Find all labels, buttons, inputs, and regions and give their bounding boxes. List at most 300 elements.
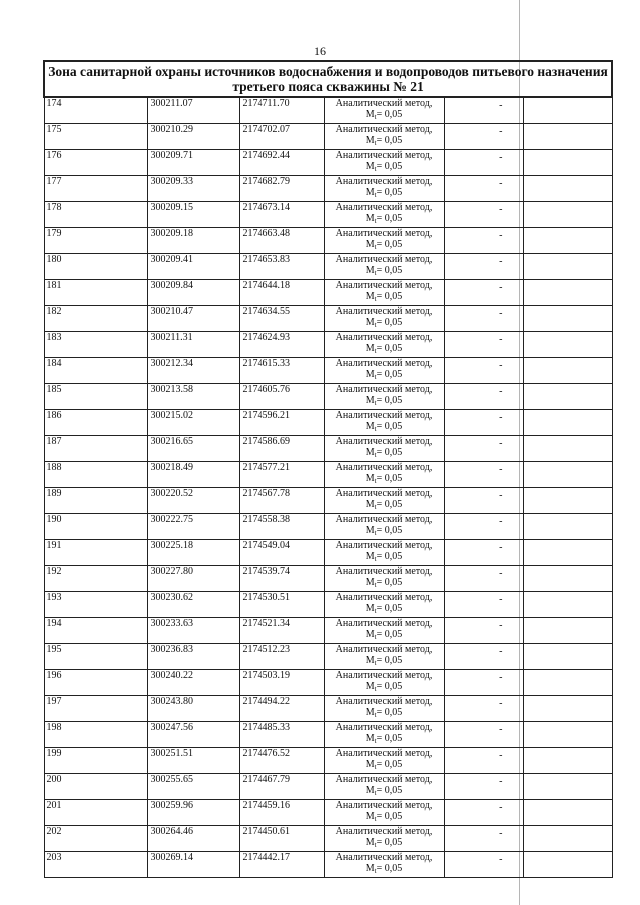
x-coordinate-cell: 300216.65 — [147, 436, 239, 462]
method-subscript: t — [374, 425, 377, 433]
method-cell — [324, 228, 444, 254]
point-number-cell: 178 — [44, 202, 147, 228]
point-number-cell: 184 — [44, 358, 147, 384]
point-number-cell: 180 — [44, 254, 147, 280]
method-symbol: M — [365, 187, 375, 198]
method-label: Аналитический метод, — [335, 852, 433, 863]
accuracy-cell — [444, 280, 523, 306]
method-label: Аналитический метод, — [335, 384, 433, 395]
method-value: = 0,05 — [376, 395, 403, 406]
y-coordinate-cell: 2174442.17 — [239, 852, 324, 878]
method-value: = 0,05 — [376, 291, 403, 302]
point-number-cell: 199 — [44, 748, 147, 774]
method-symbol: M — [365, 551, 375, 562]
point-number-cell: 203 — [44, 852, 147, 878]
method-symbol: M — [365, 707, 375, 718]
method-cell — [324, 202, 444, 228]
method-label: Аналитический метод, — [335, 514, 433, 525]
method-cell — [324, 852, 444, 878]
method-cell — [324, 800, 444, 826]
x-coordinate-cell: 300211.31 — [147, 332, 239, 358]
method-symbol: M — [365, 265, 375, 276]
accuracy-cell — [444, 826, 523, 852]
method-value: = 0,05 — [376, 577, 403, 588]
accuracy-cell — [444, 462, 523, 488]
accuracy-cell — [444, 97, 523, 124]
table-row — [44, 592, 612, 618]
table-title: Зона санитарной охраны источников водоснабжения и водопроводов питьевого назначения третьего пояса скважины № 21 — [44, 61, 612, 97]
accuracy-formula — [325, 759, 444, 773]
y-coordinate-cell: 2174567.78 — [239, 488, 324, 514]
accuracy-formula — [325, 525, 444, 539]
method-symbol: M — [365, 759, 375, 770]
method-value: = 0,05 — [376, 733, 403, 744]
x-coordinate-cell: 300218.49 — [147, 462, 239, 488]
accuracy-cell — [444, 540, 523, 566]
method-symbol: M — [365, 525, 375, 536]
accuracy-formula — [325, 551, 444, 565]
accuracy-cell — [444, 696, 523, 722]
y-coordinate-cell: 2174577.21 — [239, 462, 324, 488]
method-label: Аналитический метод, — [335, 618, 433, 629]
y-coordinate-cell: 2174682.79 — [239, 176, 324, 202]
method-cell — [324, 514, 444, 540]
empty-cell — [523, 280, 612, 306]
y-coordinate-cell: 2174494.22 — [239, 696, 324, 722]
method-cell — [324, 644, 444, 670]
x-coordinate-cell: 300269.14 — [147, 852, 239, 878]
method-value: = 0,05 — [376, 161, 403, 172]
point-number-cell: 175 — [44, 124, 147, 150]
point-number-cell: 201 — [44, 800, 147, 826]
method-cell — [324, 488, 444, 514]
empty-cell — [523, 826, 612, 852]
y-coordinate-cell: 2174644.18 — [239, 280, 324, 306]
accuracy-cell — [444, 592, 523, 618]
table-row — [44, 332, 612, 358]
y-coordinate-cell: 2174467.79 — [239, 774, 324, 800]
method-subscript: t — [374, 113, 377, 121]
method-value: = 0,05 — [376, 525, 403, 536]
y-coordinate-cell: 2174634.55 — [239, 306, 324, 332]
y-coordinate-cell: 2174663.48 — [239, 228, 324, 254]
method-symbol: M — [365, 135, 375, 146]
method-value: = 0,05 — [376, 109, 403, 120]
x-coordinate-cell: 300240.22 — [147, 670, 239, 696]
empty-cell — [523, 748, 612, 774]
accuracy-dash: - — [499, 256, 503, 267]
method-label: Аналитический метод, — [335, 800, 433, 811]
empty-cell — [523, 852, 612, 878]
point-number-cell: 188 — [44, 462, 147, 488]
method-label: Аналитический метод, — [335, 566, 433, 577]
accuracy-dash: - — [499, 672, 503, 683]
y-coordinate-cell: 2174558.38 — [239, 514, 324, 540]
accuracy-formula — [325, 421, 444, 435]
accuracy-cell — [444, 748, 523, 774]
method-symbol: M — [365, 395, 375, 406]
method-symbol: M — [365, 811, 375, 822]
point-number-cell: 187 — [44, 436, 147, 462]
table-row — [44, 410, 612, 436]
table-row — [44, 228, 612, 254]
x-coordinate-cell: 300213.58 — [147, 384, 239, 410]
method-label: Аналитический метод, — [335, 436, 433, 447]
method-value: = 0,05 — [376, 239, 403, 250]
empty-cell — [523, 358, 612, 384]
method-label: Аналитический метод, — [335, 722, 433, 733]
accuracy-formula — [325, 629, 444, 643]
x-coordinate-cell: 300225.18 — [147, 540, 239, 566]
table-row — [44, 722, 612, 748]
method-label: Аналитический метод, — [335, 696, 433, 707]
page-number: 16 — [314, 44, 326, 58]
method-subscript: t — [374, 269, 377, 277]
x-coordinate-cell: 300209.33 — [147, 176, 239, 202]
method-subscript: t — [374, 399, 377, 407]
accuracy-dash: - — [499, 828, 503, 839]
accuracy-formula — [325, 291, 444, 305]
accuracy-cell — [444, 644, 523, 670]
accuracy-formula — [325, 109, 444, 123]
x-coordinate-cell: 300210.29 — [147, 124, 239, 150]
x-coordinate-cell: 300215.02 — [147, 410, 239, 436]
method-cell — [324, 774, 444, 800]
method-value: = 0,05 — [376, 811, 403, 822]
method-symbol: M — [365, 655, 375, 666]
method-cell — [324, 618, 444, 644]
y-coordinate-cell: 2174530.51 — [239, 592, 324, 618]
accuracy-dash: - — [499, 516, 503, 527]
method-symbol: M — [365, 421, 375, 432]
table-row — [44, 514, 612, 540]
method-label: Аналитический метод, — [335, 98, 433, 109]
accuracy-dash: - — [499, 698, 503, 709]
empty-cell — [523, 592, 612, 618]
y-coordinate-cell: 2174476.52 — [239, 748, 324, 774]
method-label: Аналитический метод, — [335, 826, 433, 837]
method-subscript: t — [374, 581, 377, 589]
method-cell — [324, 748, 444, 774]
method-subscript: t — [374, 347, 377, 355]
method-cell — [324, 176, 444, 202]
method-subscript: t — [374, 607, 377, 615]
method-subscript: t — [374, 477, 377, 485]
accuracy-formula — [325, 135, 444, 149]
method-subscript: t — [374, 841, 377, 849]
method-label: Аналитический метод, — [335, 202, 433, 213]
method-cell — [324, 332, 444, 358]
method-label: Аналитический метод, — [335, 280, 433, 291]
method-value: = 0,05 — [376, 447, 403, 458]
accuracy-formula — [325, 837, 444, 851]
method-label: Аналитический метод, — [335, 306, 433, 317]
point-number-cell: 182 — [44, 306, 147, 332]
table-row — [44, 800, 612, 826]
y-coordinate-cell: 2174673.14 — [239, 202, 324, 228]
accuracy-formula — [325, 265, 444, 279]
empty-cell — [523, 488, 612, 514]
accuracy-cell — [444, 150, 523, 176]
method-symbol: M — [365, 603, 375, 614]
y-coordinate-cell: 2174459.16 — [239, 800, 324, 826]
method-label: Аналитический метод, — [335, 540, 433, 551]
accuracy-dash: - — [499, 776, 503, 787]
point-number-cell: 195 — [44, 644, 147, 670]
x-coordinate-cell: 300209.18 — [147, 228, 239, 254]
method-subscript: t — [374, 685, 377, 693]
method-label: Аналитический метод, — [335, 644, 433, 655]
point-number-cell: 196 — [44, 670, 147, 696]
accuracy-formula — [325, 577, 444, 591]
method-cell — [324, 592, 444, 618]
empty-cell — [523, 774, 612, 800]
accuracy-formula — [325, 655, 444, 669]
accuracy-cell — [444, 722, 523, 748]
method-label: Аналитический метод, — [335, 176, 433, 187]
x-coordinate-cell: 300222.75 — [147, 514, 239, 540]
method-cell — [324, 384, 444, 410]
empty-cell — [523, 202, 612, 228]
table-row — [44, 748, 612, 774]
empty-cell — [523, 696, 612, 722]
accuracy-formula — [325, 473, 444, 487]
method-cell — [324, 254, 444, 280]
empty-cell — [523, 306, 612, 332]
y-coordinate-cell: 2174615.33 — [239, 358, 324, 384]
method-label: Аналитический метод, — [335, 748, 433, 759]
accuracy-dash: - — [499, 854, 503, 865]
method-symbol: M — [365, 473, 375, 484]
table-row — [44, 618, 612, 644]
table-row — [44, 488, 612, 514]
method-subscript: t — [374, 295, 377, 303]
accuracy-dash: - — [499, 464, 503, 475]
accuracy-formula — [325, 395, 444, 409]
method-value: = 0,05 — [376, 681, 403, 692]
table-row — [44, 176, 612, 202]
method-value: = 0,05 — [376, 187, 403, 198]
method-cell — [324, 150, 444, 176]
accuracy-cell — [444, 124, 523, 150]
method-subscript: t — [374, 867, 377, 875]
table-row — [44, 436, 612, 462]
point-number-cell: 192 — [44, 566, 147, 592]
x-coordinate-cell: 300243.80 — [147, 696, 239, 722]
accuracy-dash: - — [499, 568, 503, 579]
accuracy-formula — [325, 239, 444, 253]
accuracy-formula — [325, 603, 444, 617]
method-value: = 0,05 — [376, 603, 403, 614]
table-row — [44, 774, 612, 800]
y-coordinate-cell: 2174596.21 — [239, 410, 324, 436]
method-subscript: t — [374, 373, 377, 381]
method-cell — [324, 722, 444, 748]
method-label: Аналитический метод, — [335, 670, 433, 681]
table-row — [44, 150, 612, 176]
accuracy-cell — [444, 228, 523, 254]
method-symbol: M — [365, 161, 375, 172]
method-value: = 0,05 — [376, 213, 403, 224]
method-subscript: t — [374, 659, 377, 667]
table-title-row — [44, 61, 612, 97]
accuracy-cell — [444, 384, 523, 410]
table-row — [44, 852, 612, 878]
method-value: = 0,05 — [376, 707, 403, 718]
method-symbol: M — [365, 577, 375, 588]
method-cell — [324, 124, 444, 150]
accuracy-cell — [444, 176, 523, 202]
empty-cell — [523, 540, 612, 566]
y-coordinate-cell: 2174605.76 — [239, 384, 324, 410]
method-symbol: M — [365, 863, 375, 874]
table-row — [44, 670, 612, 696]
table-row — [44, 280, 612, 306]
method-value: = 0,05 — [376, 759, 403, 770]
accuracy-formula — [325, 187, 444, 201]
point-number-cell: 176 — [44, 150, 147, 176]
accuracy-dash: - — [499, 594, 503, 605]
empty-cell — [523, 644, 612, 670]
accuracy-dash: - — [499, 620, 503, 631]
method-label: Аналитический метод, — [335, 228, 433, 239]
method-label: Аналитический метод, — [335, 488, 433, 499]
empty-cell — [523, 670, 612, 696]
method-value: = 0,05 — [376, 343, 403, 354]
method-subscript: t — [374, 191, 377, 199]
method-label: Аналитический метод, — [335, 410, 433, 421]
accuracy-formula — [325, 343, 444, 357]
table-row — [44, 566, 612, 592]
accuracy-dash: - — [499, 282, 503, 293]
accuracy-formula — [325, 811, 444, 825]
accuracy-formula — [325, 213, 444, 227]
accuracy-cell — [444, 800, 523, 826]
accuracy-cell — [444, 410, 523, 436]
method-cell — [324, 358, 444, 384]
method-cell — [324, 696, 444, 722]
accuracy-dash: - — [499, 152, 503, 163]
x-coordinate-cell: 300230.62 — [147, 592, 239, 618]
accuracy-dash: - — [499, 100, 503, 111]
accuracy-cell — [444, 306, 523, 332]
method-cell — [324, 410, 444, 436]
method-symbol: M — [365, 239, 375, 250]
point-number-cell: 185 — [44, 384, 147, 410]
method-value: = 0,05 — [376, 421, 403, 432]
accuracy-dash: - — [499, 646, 503, 657]
accuracy-dash: - — [499, 230, 503, 241]
x-coordinate-cell: 300212.34 — [147, 358, 239, 384]
method-symbol: M — [365, 629, 375, 640]
accuracy-dash: - — [499, 334, 503, 345]
y-coordinate-cell: 2174711.70 — [239, 97, 324, 124]
method-subscript: t — [374, 217, 377, 225]
point-number-cell: 177 — [44, 176, 147, 202]
method-symbol: M — [365, 109, 375, 120]
accuracy-cell — [444, 618, 523, 644]
accuracy-formula — [325, 161, 444, 175]
method-cell — [324, 540, 444, 566]
method-label: Аналитический метод, — [335, 254, 433, 265]
method-symbol: M — [365, 343, 375, 354]
method-symbol: M — [365, 291, 375, 302]
point-number-cell: 197 — [44, 696, 147, 722]
point-number-cell: 191 — [44, 540, 147, 566]
point-number-cell: 194 — [44, 618, 147, 644]
method-subscript: t — [374, 789, 377, 797]
accuracy-formula — [325, 707, 444, 721]
accuracy-dash: - — [499, 490, 503, 501]
method-label: Аналитический метод, — [335, 332, 433, 343]
method-cell — [324, 97, 444, 124]
accuracy-cell — [444, 670, 523, 696]
x-coordinate-cell: 300211.07 — [147, 97, 239, 124]
accuracy-formula — [325, 447, 444, 461]
method-value: = 0,05 — [376, 655, 403, 666]
accuracy-formula — [325, 499, 444, 513]
method-subscript: t — [374, 763, 377, 771]
y-coordinate-cell: 2174539.74 — [239, 566, 324, 592]
accuracy-cell — [444, 566, 523, 592]
method-subscript: t — [374, 555, 377, 563]
accuracy-dash: - — [499, 542, 503, 553]
table-row — [44, 254, 612, 280]
empty-cell — [523, 384, 612, 410]
accuracy-cell — [444, 514, 523, 540]
method-subscript: t — [374, 165, 377, 173]
y-coordinate-cell: 2174702.07 — [239, 124, 324, 150]
x-coordinate-cell: 300209.71 — [147, 150, 239, 176]
accuracy-dash: - — [499, 204, 503, 215]
method-symbol: M — [365, 733, 375, 744]
table-row — [44, 124, 612, 150]
accuracy-dash: - — [499, 724, 503, 735]
method-value: = 0,05 — [376, 265, 403, 276]
method-label: Аналитический метод, — [335, 358, 433, 369]
table-row — [44, 358, 612, 384]
y-coordinate-cell: 2174624.93 — [239, 332, 324, 358]
method-value: = 0,05 — [376, 135, 403, 146]
accuracy-dash: - — [499, 386, 503, 397]
empty-cell — [523, 332, 612, 358]
method-symbol: M — [365, 369, 375, 380]
empty-cell — [523, 228, 612, 254]
empty-cell — [523, 97, 612, 124]
method-value: = 0,05 — [376, 551, 403, 562]
method-cell — [324, 436, 444, 462]
point-number-cell: 179 — [44, 228, 147, 254]
method-symbol: M — [365, 837, 375, 848]
method-cell — [324, 670, 444, 696]
accuracy-cell — [444, 436, 523, 462]
y-coordinate-cell: 2174692.44 — [239, 150, 324, 176]
accuracy-dash: - — [499, 802, 503, 813]
table-row — [44, 696, 612, 722]
method-value: = 0,05 — [376, 369, 403, 380]
method-value: = 0,05 — [376, 837, 403, 848]
point-number-cell: 174 — [44, 97, 147, 124]
method-value: = 0,05 — [376, 863, 403, 874]
table-row — [44, 306, 612, 332]
method-symbol: M — [365, 317, 375, 328]
point-number-cell: 190 — [44, 514, 147, 540]
y-coordinate-cell: 2174653.83 — [239, 254, 324, 280]
accuracy-dash: - — [499, 360, 503, 371]
accuracy-formula — [325, 369, 444, 383]
method-subscript: t — [374, 737, 377, 745]
point-number-cell: 202 — [44, 826, 147, 852]
